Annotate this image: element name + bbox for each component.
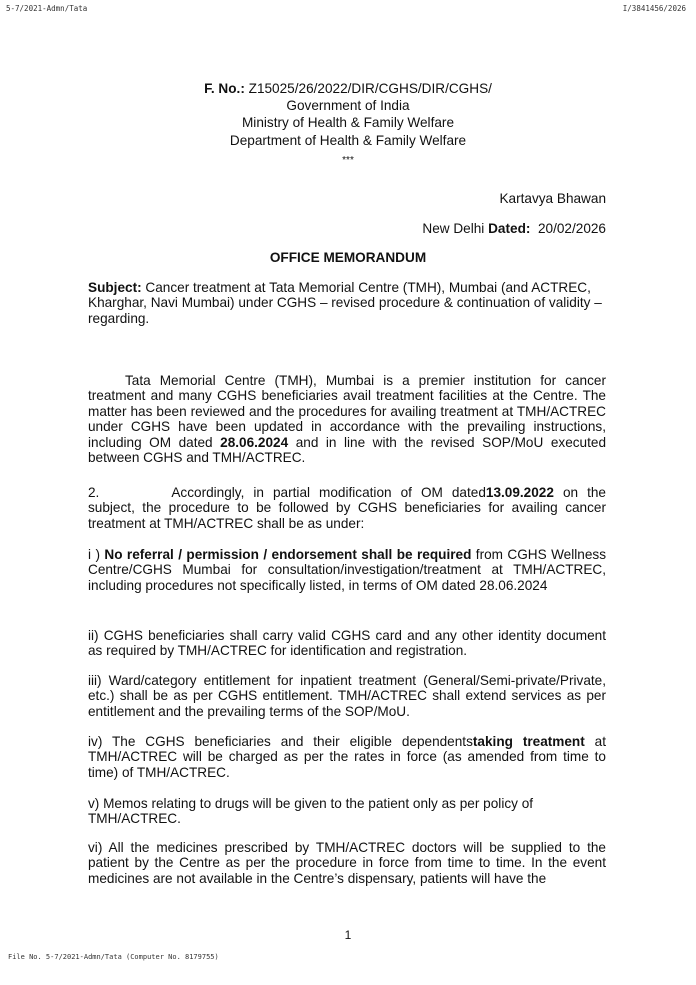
- paragraph-1-text-b: and in line with the revised SOP/MoU executed between CGHS and TMH/ACTREC.: [88, 434, 607, 466]
- file-number-line: [0, 80, 696, 97]
- item-i-prefix: i ): [88, 547, 105, 562]
- paragraph-2-text-b: on the subject, the procedure to be followed by CGHS beneficiaries for availing cancer treatment at TMH/ACTREC shall be as under:: [88, 485, 606, 531]
- paragraph-2-number: 2.: [88, 485, 100, 500]
- file-number-label: F. No.:: [204, 81, 245, 96]
- letter-header: [0, 80, 696, 149]
- dated-date: 20/02/2026: [530, 221, 606, 236]
- item-iv: [88, 734, 606, 780]
- item-iv-bold: taking treatment: [472, 734, 585, 749]
- dated-city: New Delhi: [422, 221, 489, 236]
- item-ii: ii) CGHS beneficiaries shall carry valid CGHS card and any other identity document as required by TMH/ACTREC for identification and registration.: [88, 628, 606, 659]
- file-ref-top-left: 5-7/2021-Admn/Tata: [6, 4, 88, 13]
- paragraph-2-text-a: Accordingly, in partial modification of OM dated: [171, 485, 486, 500]
- page-title: OFFICE MEMORANDUM: [269, 250, 427, 265]
- separator-stars: ***: [342, 155, 354, 166]
- item-vi: vi) All the medicines prescribed by TMH/ACTREC doctors will be supplied to the patient by the Centre as per the procedure in force from time to time. In the event medicines are not available in the Centre’s dispensary, patients will have the: [88, 840, 606, 886]
- dated-label: Dated:: [488, 221, 531, 236]
- page-number: 1: [344, 928, 352, 942]
- paragraph-1: [88, 373, 606, 465]
- place-line: Kartavya Bhawan: [499, 191, 606, 206]
- item-i-text: from CGHS Wellness Centre/CGHS Mumbai for consultation/investigation/treatment at TMH/ACTREC, including procedures not specifically listed, in terms of OM dated 28.06.2024: [88, 547, 606, 593]
- item-i-bold: No referral / permission / endorsement shall be required: [104, 547, 472, 562]
- dated-line: [422, 221, 606, 236]
- footer-file-reference: File No. 5-7/2021-Admn/Tata (Computer No. 8179755): [8, 953, 219, 961]
- subject-label: Subject:: [88, 280, 142, 295]
- header-government: Government of India: [286, 98, 410, 114]
- header-ministry: Ministry of Health & Family Welfare: [241, 115, 455, 131]
- item-iii: iii) Ward/category entitlement for inpatient treatment (General/Semi-private/Private, etc.) shall be as per CGHS entitlement. TMH/ACTREC shall extend services as per entitlement and the prevailing terms of the SOP/MoU.: [88, 673, 606, 719]
- item-iv-text-a: iv) The CGHS beneficiaries and their eligible dependents: [88, 734, 473, 749]
- paragraph-2: [88, 485, 606, 531]
- item-v: v) Memos relating to drugs will be given to the patient only as per policy of TMH/ACTREC.: [88, 796, 534, 827]
- paragraph-1-text-a: Tata Memorial Centre (TMH), Mumbai is a premier institution for cancer treatment and many CGHS beneficiaries avail treatment facilities at the Centre. The matter has been reviewed and the procedures for availing treatment at TMH/ACTREC under CGHS have been updated in accordance with the prevailing instructions, including OM dated: [88, 373, 606, 450]
- file-number-value: Z15025/26/2022/DIR/CGHS/DIR/CGHS/: [244, 81, 492, 96]
- item-i: [88, 547, 606, 593]
- item-iv-text-b: at TMH/ACTREC will be charged as per the rates in force (as amended from time to time) of TMH/ACTREC.: [88, 734, 606, 780]
- header-department: Department of Health & Family Welfare: [229, 132, 467, 148]
- paragraph-1-date: 28.06.2024: [220, 434, 289, 450]
- subject-text: Cancer treatment at Tata Memorial Centre (TMH), Mumbai (and ACTREC, Kharghar, Navi Mumbai) under CGHS – revised procedure & continuation of validity – regarding.: [88, 280, 602, 326]
- paragraph-2-date: 13.09.2022: [485, 485, 554, 500]
- file-ref-top-right: I/3841456/2026: [622, 4, 686, 13]
- subject-paragraph: [88, 280, 606, 326]
